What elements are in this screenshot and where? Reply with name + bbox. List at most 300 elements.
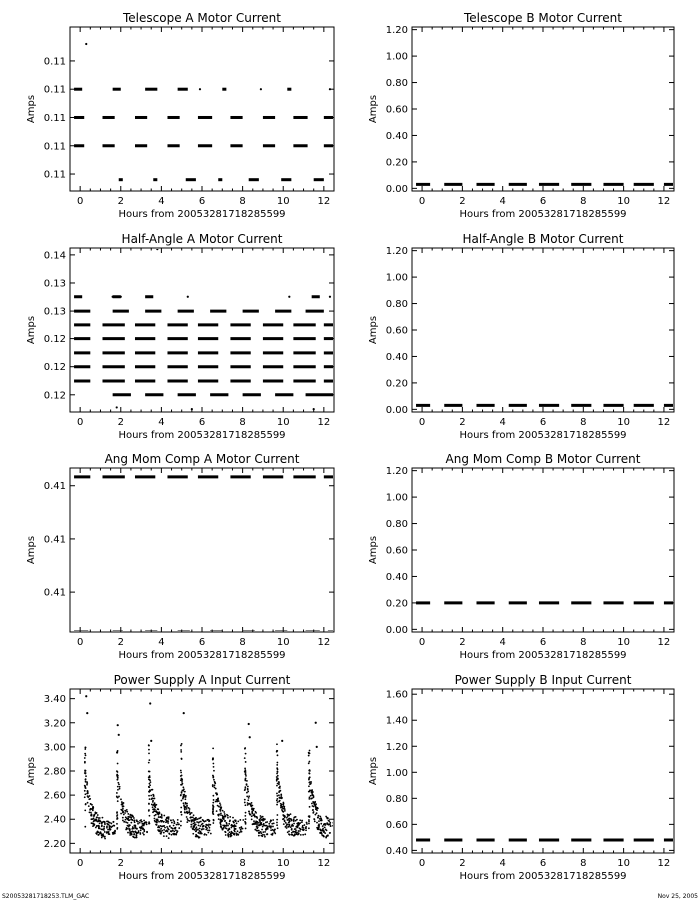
data-point: [141, 821, 143, 823]
data-point: [107, 829, 109, 831]
data-point: [325, 816, 327, 818]
data-point: [284, 808, 286, 810]
data-point: [90, 814, 92, 816]
data-point: [198, 825, 200, 827]
data-point: [320, 830, 322, 832]
data-point: [276, 762, 278, 764]
data-point: [180, 770, 182, 772]
data-point: [186, 811, 188, 813]
data-point: [235, 832, 237, 834]
data-point: [261, 829, 263, 831]
x-tick-label: 2: [117, 858, 124, 869]
data-point: [178, 827, 180, 829]
data-point: [317, 828, 319, 830]
y-tick-label: 0.40: [385, 845, 408, 857]
data-point: [272, 826, 274, 828]
y-tick-label: 0.41: [43, 481, 66, 493]
x-tick-label: 12: [317, 417, 331, 428]
data-point: [244, 768, 246, 770]
data-point: [244, 769, 246, 771]
data-point: [181, 800, 183, 802]
data-point: [84, 787, 86, 789]
data-point: [181, 814, 183, 816]
data-point: [277, 827, 279, 829]
x-tick-label: 8: [580, 417, 587, 428]
data-point: [337, 831, 339, 833]
data-point: [168, 837, 170, 839]
data-point: [153, 818, 155, 820]
data-point: [297, 834, 299, 836]
data-point: [106, 832, 108, 834]
y-tick-label: 0.11: [43, 169, 66, 181]
data-point: [133, 817, 135, 819]
data-point: [312, 801, 314, 803]
x-tick-label: 2: [117, 196, 124, 207]
x-axis-label: Hours from 20053281718285599: [459, 209, 627, 220]
data-point: [316, 807, 318, 809]
data-point: [302, 834, 304, 836]
data-point: [288, 296, 290, 298]
data-point: [319, 816, 321, 818]
data-point: [245, 828, 247, 830]
data-point: [267, 828, 269, 830]
data-point: [174, 827, 176, 829]
data-point: [240, 829, 242, 831]
data-point: [226, 828, 228, 830]
data-point: [157, 820, 159, 822]
x-tick-label: 8: [239, 196, 246, 207]
data-point: [272, 829, 274, 831]
y-tick-label: 0.20: [385, 378, 408, 390]
x-tick-label: 2: [459, 858, 466, 869]
x-tick-label: 12: [317, 637, 331, 648]
data-point: [129, 814, 131, 816]
data-point: [338, 824, 340, 826]
data-point: [316, 746, 318, 748]
x-tick-label: 6: [198, 417, 206, 428]
data-point: [96, 816, 98, 818]
data-point: [205, 824, 207, 826]
data-point: [213, 799, 215, 801]
data-point: [93, 815, 95, 817]
data-point: [212, 757, 214, 759]
data-point: [113, 825, 115, 827]
data-point: [246, 792, 248, 794]
x-axis-label: Hours from 20053281718285599: [459, 650, 627, 661]
y-tick-label: 3.40: [43, 694, 66, 706]
data-point: [237, 834, 239, 836]
y-tick-label: 0.20: [385, 598, 408, 610]
data-point: [188, 820, 190, 822]
data-point: [244, 778, 246, 780]
data-point: [276, 795, 278, 797]
data-point: [148, 771, 150, 773]
data-point: [184, 798, 186, 800]
data-point: [92, 806, 94, 808]
data-point: [304, 824, 306, 826]
data-point: [219, 806, 221, 808]
data-point: [87, 796, 89, 798]
data-point: [308, 762, 310, 764]
data-point: [251, 802, 253, 804]
data-point: [159, 816, 161, 818]
data-point: [224, 813, 226, 815]
data-point: [96, 825, 98, 827]
data-point: [201, 828, 203, 830]
data-point: [208, 820, 210, 822]
data-point: [311, 792, 313, 794]
chart-half-a: [26, 232, 334, 441]
data-point: [253, 820, 255, 822]
y-tick-label: 1.40: [385, 715, 408, 727]
data-point: [84, 748, 86, 750]
data-point: [161, 830, 163, 832]
data-point: [75, 380, 77, 382]
data-point: [239, 827, 241, 829]
data-point: [193, 826, 195, 828]
data-point: [244, 757, 246, 759]
data-point: [169, 833, 171, 835]
data-point: [109, 825, 111, 827]
plot-frame: [412, 689, 674, 853]
chart-ps-a: [26, 673, 340, 882]
data-point: [266, 821, 268, 823]
data-point: [122, 806, 124, 808]
data-point: [186, 805, 188, 807]
data-point: [123, 814, 125, 816]
data-point: [181, 781, 183, 783]
data-point: [151, 804, 153, 806]
data-point: [137, 823, 139, 825]
data-point: [184, 812, 186, 814]
data-point: [129, 829, 131, 831]
data-point: [84, 753, 86, 755]
data-point: [313, 408, 315, 410]
data-point: [230, 836, 232, 838]
data-point: [257, 821, 259, 823]
y-tick-label: 0.41: [43, 534, 66, 546]
data-point: [85, 781, 87, 783]
x-tick-label: 8: [580, 196, 587, 207]
data-point: [99, 822, 101, 824]
data-point: [230, 825, 232, 827]
x-tick-label: 10: [617, 637, 630, 648]
footer-filename: S20053281718253.TLM_GAC: [2, 893, 90, 900]
data-point: [180, 794, 182, 796]
data-point: [287, 831, 289, 833]
data-point: [186, 821, 188, 823]
data-point: [328, 820, 330, 822]
data-point: [308, 779, 310, 781]
plot-frame: [412, 27, 674, 191]
data-point: [295, 828, 297, 830]
data-point: [336, 820, 338, 822]
data-point: [314, 802, 316, 804]
data-point: [279, 787, 281, 789]
data-point: [208, 824, 210, 826]
data-point: [285, 822, 287, 824]
data-point: [183, 794, 185, 796]
data-point: [226, 823, 228, 825]
data-point: [316, 809, 318, 811]
data-point: [133, 836, 135, 838]
data-point: [288, 833, 290, 835]
data-point: [235, 825, 237, 827]
data-point: [234, 828, 236, 830]
data-point: [118, 784, 120, 786]
data-point: [190, 826, 192, 828]
data-point: [116, 815, 118, 817]
y-tick-label: 0.00: [385, 404, 408, 416]
data-point: [136, 834, 138, 836]
data-point: [222, 829, 224, 831]
data-point: [323, 830, 325, 832]
data-point: [309, 806, 311, 808]
data-point: [148, 809, 150, 811]
data-point: [227, 830, 229, 832]
data-point: [305, 826, 307, 828]
data-point: [244, 799, 246, 801]
data-point: [109, 829, 111, 831]
data-point: [281, 740, 283, 742]
y-tick-label: 1.00: [385, 51, 408, 63]
data-point: [198, 837, 200, 839]
data-point: [258, 830, 260, 832]
data-point: [109, 822, 111, 824]
data-point: [148, 752, 150, 754]
data-point: [126, 811, 128, 813]
y-tick-label: 0.60: [385, 104, 408, 116]
data-point: [158, 827, 160, 829]
data-point: [214, 786, 216, 788]
data-point: [249, 813, 251, 815]
data-point: [249, 736, 251, 738]
data-point: [184, 807, 186, 809]
data-point: [153, 810, 155, 812]
data-point: [140, 829, 142, 831]
data-point: [181, 775, 183, 777]
data-point: [119, 788, 121, 790]
data-point: [129, 819, 131, 821]
data-point: [262, 831, 264, 833]
data-point: [126, 817, 128, 819]
data-point: [180, 820, 182, 822]
data-point: [117, 782, 119, 784]
data-point: [237, 830, 239, 832]
data-point: [308, 798, 310, 800]
data-point: [270, 834, 272, 836]
x-tick-label: 2: [459, 196, 466, 207]
y-tick-label: 0.80: [385, 519, 408, 531]
data-point: [310, 790, 312, 792]
data-point: [294, 833, 296, 835]
data-point: [271, 823, 273, 825]
data-point: [207, 829, 209, 831]
data-point: [217, 798, 219, 800]
data-point: [316, 812, 318, 814]
chart-amc-a: [26, 452, 334, 661]
data-point: [152, 809, 154, 811]
chart-title: Telescope B Motor Current: [463, 11, 623, 25]
data-point: [276, 743, 278, 745]
data-point: [195, 836, 197, 838]
data-point: [253, 823, 255, 825]
y-axis-label: Amps: [26, 756, 37, 786]
data-point: [264, 831, 266, 833]
data-point: [161, 825, 163, 827]
data-point: [308, 785, 310, 787]
y-tick-label: 1.20: [385, 25, 408, 37]
data-point: [314, 805, 316, 807]
x-tick-label: 6: [198, 637, 206, 648]
data-point: [251, 812, 253, 814]
data-point: [251, 807, 253, 809]
data-point: [253, 808, 255, 810]
data-point: [329, 832, 331, 834]
data-point: [302, 829, 304, 831]
data-point: [86, 782, 88, 784]
data-point: [334, 829, 336, 831]
x-tick-label: 8: [239, 858, 246, 869]
data-point: [133, 820, 135, 822]
data-point: [148, 786, 150, 788]
data-point: [89, 812, 91, 814]
data-point: [103, 827, 105, 829]
data-point: [137, 821, 139, 823]
data-point: [260, 819, 262, 821]
data-point: [214, 784, 216, 786]
data-point: [294, 816, 296, 818]
data-point: [113, 833, 115, 835]
data-point: [106, 827, 108, 829]
data-point: [120, 798, 122, 800]
data-point: [204, 833, 206, 835]
data-point: [305, 829, 307, 831]
data-point: [300, 834, 302, 836]
x-tick-label: 2: [459, 637, 466, 648]
x-tick-label: 8: [580, 637, 587, 648]
data-point: [148, 762, 150, 764]
chart-tel-a: [26, 11, 334, 220]
data-point: [101, 835, 103, 837]
data-point: [286, 817, 288, 819]
data-point: [293, 818, 295, 820]
data-point: [143, 830, 145, 832]
data-point: [98, 834, 100, 836]
data-point: [317, 817, 319, 819]
x-tick-label: 6: [198, 858, 206, 869]
data-point: [246, 796, 248, 798]
data-point: [287, 826, 289, 828]
data-point: [337, 833, 339, 835]
data-point: [225, 834, 227, 836]
data-point: [145, 821, 147, 823]
x-axis-label: Hours from 20053281718285599: [118, 871, 286, 882]
data-point: [200, 821, 202, 823]
x-tick-label: 0: [418, 417, 426, 428]
data-point: [186, 808, 188, 810]
x-tick-label: 12: [657, 858, 671, 869]
data-point: [220, 814, 222, 816]
data-point: [298, 823, 300, 825]
data-point: [297, 832, 299, 834]
data-point: [191, 824, 193, 826]
data-point: [85, 695, 87, 697]
x-tick-label: 12: [317, 196, 331, 207]
data-point: [155, 824, 157, 826]
data-point: [185, 796, 187, 798]
data-point: [276, 824, 278, 826]
data-point: [326, 822, 328, 824]
data-point: [84, 761, 86, 763]
data-point: [101, 823, 103, 825]
data-point: [142, 832, 144, 834]
data-point: [245, 823, 247, 825]
chart-tel-b: [368, 11, 674, 220]
chart-amc-b: [368, 452, 674, 661]
data-point: [116, 774, 118, 776]
data-point: [169, 825, 171, 827]
data-point: [216, 810, 218, 812]
data-point: [182, 790, 184, 792]
data-point: [245, 775, 247, 777]
data-point: [130, 832, 132, 834]
data-point: [325, 829, 327, 831]
data-point: [198, 817, 200, 819]
data-point: [173, 825, 175, 827]
data-point: [116, 823, 118, 825]
x-tick-label: 10: [617, 858, 630, 869]
data-point: [301, 820, 303, 822]
x-tick-label: 0: [418, 858, 426, 869]
x-tick-label: 10: [617, 417, 630, 428]
data-point: [282, 814, 284, 816]
data-point: [260, 817, 262, 819]
data-point: [130, 817, 132, 819]
data-point: [86, 784, 88, 786]
data-point: [138, 830, 140, 832]
x-tick-label: 0: [76, 417, 84, 428]
data-point: [84, 746, 86, 748]
data-point: [146, 831, 148, 833]
data-point: [284, 820, 286, 822]
data-point: [276, 793, 278, 795]
data-point: [117, 800, 119, 802]
data-point: [132, 827, 134, 829]
data-point: [288, 824, 290, 826]
x-tick-label: 0: [418, 196, 426, 207]
data-point: [212, 811, 214, 813]
data-point: [157, 813, 159, 815]
data-point: [280, 805, 282, 807]
data-point: [312, 812, 314, 814]
data-point: [224, 825, 226, 827]
data-point: [245, 812, 247, 814]
data-point: [116, 796, 118, 798]
data-point: [117, 724, 119, 726]
data-point: [278, 781, 280, 783]
data-point: [96, 831, 98, 833]
data-point: [206, 834, 208, 836]
data-point: [287, 824, 289, 826]
data-point: [164, 827, 166, 829]
data-point: [299, 830, 301, 832]
data-point: [299, 819, 301, 821]
data-point: [148, 803, 150, 805]
data-point: [154, 820, 156, 822]
data-point: [254, 815, 256, 817]
y-tick-label: 0.20: [385, 157, 408, 169]
